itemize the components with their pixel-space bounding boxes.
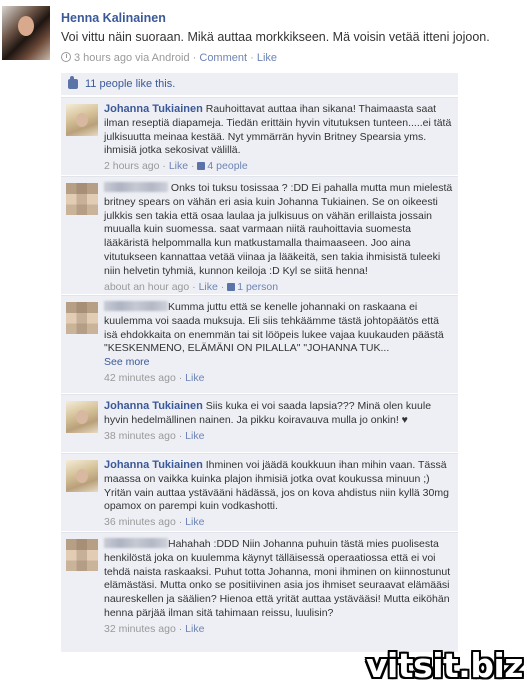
comment-time: 32 minutes ago <box>104 622 176 635</box>
comment-meta: 32 minutes ago · Like <box>104 622 205 635</box>
comment-meta: 36 minutes ago · Like <box>104 516 205 529</box>
separator: · <box>247 52 257 64</box>
commenter-avatar-blurred[interactable] <box>66 183 98 215</box>
comment <box>61 176 458 294</box>
comment-text: Onks toi tuksu tosissaa ? :DD Ei pahalla mutta mun mielestä britney spears on vähän eri asia kuin Johanna Tukiainen. Se on oikeesti julkkis sen takia että osaa laulaa ja julkisuus on vähän erillaista jossain muualla kuin suomessa. saat varmaan niitä rauhoittavia suomesta lääkäristä helpommalla kun matkustamalla thaimaaseen. Joo aina vitutukseen kannattaa vetää viinaa ja lääkeitä, sen takia ihmisistä tuleeki niin helvetin tyhmiä, kunnon keiloja :D Kyl se siitä henna! <box>104 182 453 277</box>
comment-text: Rauhoittavat auttaa ihan sikana! Thaimaasta saat ilman reseptiä diapameja. Tiedän erittäin hyvin vitutuksen tunteen.....ei tätä julkisuutta meinaa kestää. Nyt ymmärrän hyvin Britney Spearsia yms. ihmisiä jotka sekosivat välillä. <box>104 103 452 157</box>
comment <box>61 532 458 652</box>
comment-meta: 42 minutes ago · Like <box>104 371 205 384</box>
comment-time: 38 minutes ago <box>104 429 176 442</box>
commenter-name-redacted[interactable] <box>104 538 168 548</box>
commenter-name-redacted[interactable] <box>104 182 168 192</box>
comment <box>61 97 458 175</box>
comment-meta: 38 minutes ago · Like <box>104 429 205 442</box>
comment-like-link[interactable]: Like <box>198 280 218 293</box>
comment-text: Hahahah :DDD Niin Johanna puhuin tästä mies puolisesta henkilöstä joka on kuulemma käynyt tälläisessä operaatiossa että ei voi tehdä naista raskaaksi. Puhut totta Johanna, moni ihminen on kiinnostunut elämästäsi. Mutta onko se positiivinen asia jos ihmiset seuraavat elämääsi naureskellen ja säälien? Hienoa että yrität auttaa ystävääsi! Mutta eiköhän henna pärjää ilman sitä tahimaan reissu, luulisin? <box>104 538 451 619</box>
commenter-avatar[interactable] <box>66 460 98 492</box>
commenter-name[interactable]: Johanna Tukiainen <box>104 103 203 115</box>
commenter-name-redacted[interactable] <box>104 301 168 311</box>
comment-meta: about an hour ago · Like · 1 person <box>104 280 279 293</box>
comment-likes-count[interactable]: 1 person <box>237 280 279 293</box>
commenter-avatar[interactable] <box>66 104 98 136</box>
clock-icon <box>61 52 71 62</box>
comment-time: 36 minutes ago <box>104 516 176 529</box>
post-author-name[interactable]: Henna Kalinainen <box>61 11 166 25</box>
comment-like-link[interactable]: Like <box>185 371 205 384</box>
comment-like-link[interactable]: Like <box>185 622 205 635</box>
commenter-avatar[interactable] <box>66 401 98 433</box>
comment-link[interactable]: Comment <box>199 52 248 64</box>
comment-time: 2 hours ago <box>104 160 160 173</box>
commenter-avatar-blurred[interactable] <box>66 302 98 334</box>
post-meta <box>61 52 277 64</box>
comment-like-link[interactable]: Like <box>168 160 189 173</box>
commenter-avatar-blurred[interactable] <box>66 539 98 571</box>
thumbs-up-icon <box>197 162 205 170</box>
see-more-link[interactable]: See more <box>104 356 150 369</box>
comment-text: Ihminen voi jäädä koukkuun ihan mihin vaan. Tässä maassa on vaikka kuinka plajon ihmisiä jotka ovat koukussa minuun ;) Yritän vain auttaa ystävääni hädässä, jos on kova ahdistus niin kyllä 30mg opamox on parempi kuin vodkashotti. <box>104 459 449 513</box>
post-time: 3 hours ago via Android <box>74 52 190 64</box>
thumbs-up-icon <box>68 79 78 89</box>
separator: · <box>189 52 200 64</box>
poster-avatar[interactable] <box>2 6 50 60</box>
comment <box>61 295 458 393</box>
watermark-logo: vitsit.biz <box>365 646 523 685</box>
thumbs-up-icon <box>227 283 235 291</box>
commenter-name[interactable]: Johanna Tukiainen <box>104 400 203 412</box>
likes-summary <box>61 73 458 95</box>
comment <box>61 453 458 531</box>
comment-like-link[interactable]: Like <box>185 429 205 442</box>
like-link[interactable]: Like <box>256 52 278 64</box>
comment-like-link[interactable]: Like <box>185 516 205 529</box>
comment-likes-count[interactable]: 4 people <box>207 160 248 173</box>
comment-meta: 2 hours ago · Like · 4 people <box>104 160 248 173</box>
likes-count-link[interactable]: 11 people like this. <box>85 78 176 90</box>
commenter-name[interactable]: Johanna Tukiainen <box>104 459 203 471</box>
post-text: Voi vittu näin suoraan. Mikä auttaa morkkikseen. Mä voisin vetää itteni jojoon. <box>61 30 490 44</box>
comment <box>61 394 458 452</box>
comment-time: 42 minutes ago <box>104 371 176 384</box>
comment-text: Siis kuka ei voi saada lapsia??? Minä olen kuule hyvin hedelmällinen nainen. Ja pikku koiravauva mulla jo onkin! ♥ <box>104 400 432 426</box>
comment-text: Kumma juttu että se kenelle johannaki on raskaana ei kuulemma voi saada muksuja. Eli siis tehkäämme tästä johtopäätös että isä ehdokkaita on enemmän tai sit lööpeis lukee vajaa kuukauden päästä "KESKENMENO, ELÄMÄNI ON PILALLA" "JOHANNA TUK... <box>104 301 444 355</box>
comment-time: about an hour ago <box>104 280 190 293</box>
